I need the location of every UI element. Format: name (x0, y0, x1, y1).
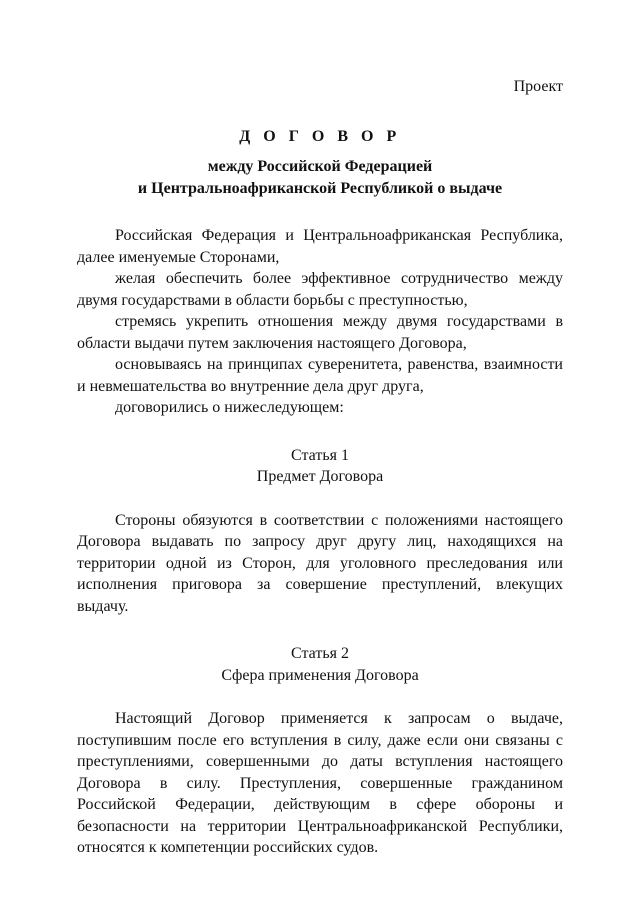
article-text: Настоящий Договор применяется к запросам о выдаче, поступившим после его вступления в силу, даже если они связаны с преступлениями, совершенными до даты вступления настоящего Договора в силу. Преступления, совершенные гражданином Российской Федерации, действующим в сфере обороны и безопасности на территории Центральноафриканской Республики, относятся к компетенции российских судов. (77, 710, 563, 856)
preamble-paragraph: основываясь на принципах суверенитета, равенства, взаимности и невмешательства во внутренние дела друг друга, (77, 356, 563, 395)
preamble-paragraph: Российская Федерация и Центральноафриканская Республика, далее именуемые Сторонами, (77, 227, 563, 266)
article-text: Стороны обязуются в соответствии с положениями настоящего Договора выдавать по запросу друг другу лиц, находящихся на территории одной из Сторон, для уголовного преследования или исполнения приговора за совершение преступлений, влекущих выдачу. (77, 511, 563, 615)
article-1 (77, 445, 563, 618)
preamble-paragraph: договорились о нижеследующем: (115, 399, 344, 416)
preamble-paragraph: желая обеспечить более эффективное сотрудничество между двумя государствами в области борьбы с преступностью, (77, 270, 563, 309)
article-heading: Сфера применения Договора (221, 666, 419, 684)
preamble-paragraph: стремясь укрепить отношения между двумя государствами в области выдачи путем заключения настоящего Договора, (77, 313, 563, 352)
document-title: Д О Г О В О Р (239, 128, 401, 145)
draft-stamp: Проект (513, 78, 563, 95)
preamble (77, 225, 563, 419)
article-heading: Предмет Договора (256, 468, 384, 485)
document-subtitle-line-2: и Центральноафриканской Республикой о выдаче (137, 179, 503, 197)
article-number: Статья 2 (291, 645, 349, 662)
title-block (77, 126, 563, 199)
article-2 (77, 643, 563, 859)
document-body (77, 225, 563, 859)
article-number: Статья 1 (291, 446, 349, 464)
document-subtitle-line-1: между Российской Федерацией (207, 158, 433, 175)
